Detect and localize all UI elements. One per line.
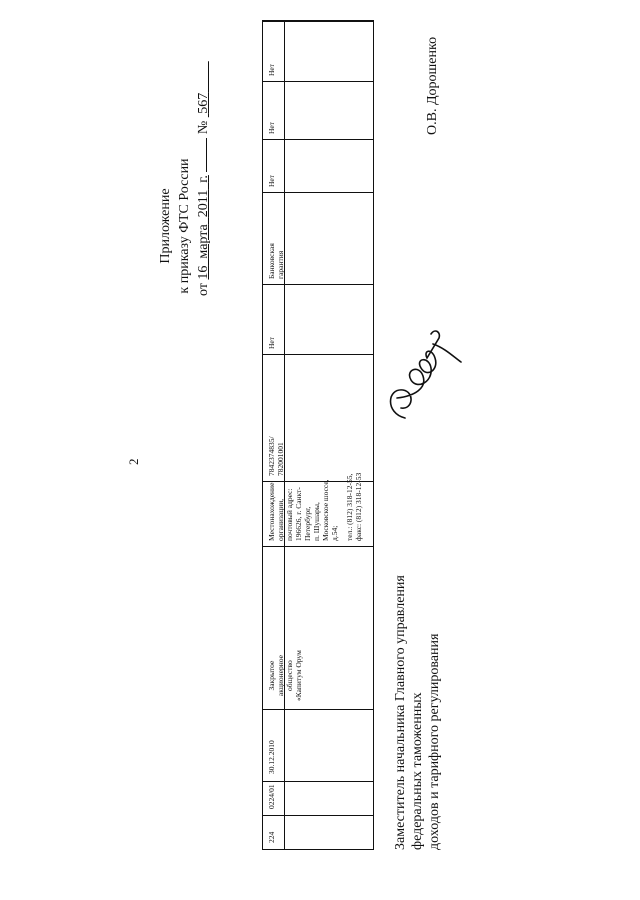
order-year: 2011 <box>196 189 211 218</box>
order-month: марта <box>196 224 211 259</box>
page-number: 2 <box>126 458 141 465</box>
appendix-header <box>156 92 213 296</box>
order-number: 567 <box>196 92 211 114</box>
cell-no-3: Нет <box>267 121 276 134</box>
cell-no-1: Нет <box>267 336 276 349</box>
registry-table <box>262 20 374 850</box>
signatory-title: Заместитель начальника Главного управления федеральных таможенных доходов и тарифного регулирования <box>393 575 442 850</box>
order-day: 16 <box>196 265 211 280</box>
inn-kpp: 7842374835/ 782001001 <box>267 436 285 476</box>
handwritten-signature <box>375 318 465 428</box>
appendix-title: Приложение <box>158 188 173 264</box>
signatory-name: О.В. Дорошенко <box>425 36 440 135</box>
order-date-number <box>194 92 213 296</box>
organization-name: Закрытое акционерное общество «Капитум Орум <box>267 650 303 701</box>
organization-address: Местонахождение организации, почтовый адрес: 196626, г. Санкт- Петербург, п. Шушары, Московское шоссе, д.54; тел.: (812) 318-12-55, факс: (812) 318-12-53 <box>267 472 363 541</box>
inclusion-date: 30.12.2010 <box>267 740 276 774</box>
cell-no-4: Нет <box>267 63 276 76</box>
from-label: от <box>196 283 211 296</box>
number-sign: № <box>196 120 211 135</box>
row-number: 224 <box>267 831 276 843</box>
guarantee-type: Банковская гарантия <box>267 243 285 279</box>
order-reference: к приказу ФТС России <box>177 158 192 294</box>
cell-no-2: Нет <box>267 174 276 187</box>
year-suffix: г. <box>196 175 211 183</box>
registration-code: 0224/01 <box>267 784 276 809</box>
